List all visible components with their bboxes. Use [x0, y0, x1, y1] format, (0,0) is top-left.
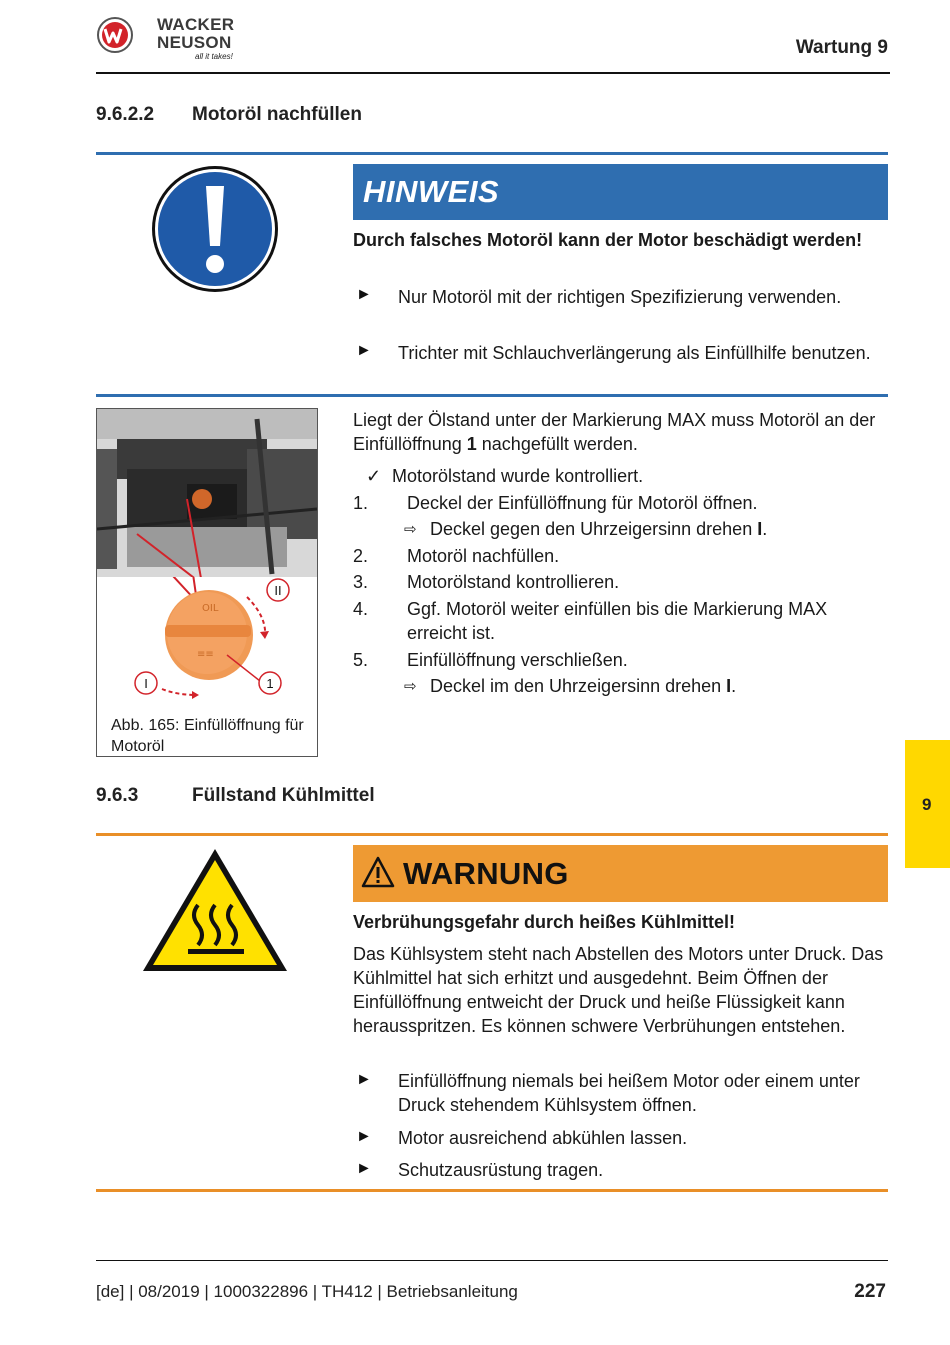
warning-banner	[353, 845, 888, 902]
step-text: Motorölstand kontrollieren.	[407, 572, 620, 592]
step-result-text: Deckel im den Uhrzeigersinn drehen	[430, 676, 727, 696]
notice-item-2: Trichter mit Schlauchverlängerung als Einfüllhilfe benutzen.	[398, 343, 871, 363]
warning-top-rule	[96, 833, 888, 836]
exclamation-mandatory-icon	[150, 164, 280, 294]
warning-body: Das Kühlsystem steht nach Abstellen des Motors unter Druck. Das Kühlmittel hat sich erhitzt und ausgedehnt. Beim Öffnen der Einfüllöffnung entweicht der Druck und heiße Flüssigkeit kann herausspritzen. Es können schwere Verbrühungen entstehen.	[353, 944, 884, 1036]
step-result-ref: I	[726, 676, 732, 696]
result-arrow-icon: ⇨	[404, 678, 417, 695]
check-icon: ✓	[366, 466, 382, 486]
cap-text-bottom: ≡≡	[197, 649, 214, 660]
chapter-tab	[905, 740, 950, 868]
section-number: 9.6.3	[96, 785, 139, 806]
step-result-text: Deckel gegen den Uhrzeigersinn drehen	[430, 519, 758, 539]
arrow-bullet-icon: ►	[356, 1128, 372, 1145]
notice-top-rule	[96, 152, 888, 155]
figure-caption: Abb. 165: Einfüllöffnung für Motoröl	[111, 717, 304, 755]
footer-divider	[96, 1260, 888, 1261]
step-text: Ggf. Motoröl weiter einfüllen bis die Markierung MAX erreicht ist.	[407, 599, 828, 643]
warning-triangle-icon	[361, 856, 395, 888]
warning-item-2: Motor ausreichend abkühlen lassen.	[398, 1128, 688, 1148]
figure-oil-filler	[96, 408, 318, 757]
notice-bottom-rule	[96, 394, 888, 397]
notice-headline: Durch falsches Motoröl kann der Motor beschädigt werden!	[353, 230, 863, 250]
chapter-tab-label: 9	[922, 795, 932, 814]
step-number: 5.	[353, 650, 369, 670]
callout-i: I	[144, 676, 148, 691]
footer-meta: [de] | 08/2019 | 1000322896 | TH412 | Betriebsanleitung	[96, 1282, 518, 1301]
hot-liquid-warning-icon	[140, 845, 290, 975]
engine-bay-photo	[97, 409, 317, 577]
oil-cap-detail-icon	[97, 577, 317, 707]
wacker-neuson-logo-icon	[97, 17, 133, 53]
procedure-intro-text-end: nachgefüllt werden.	[476, 434, 638, 454]
callout-1: 1	[266, 676, 274, 691]
warning-headline: Verbrühungsgefahr durch heißes Kühlmittel!	[353, 912, 736, 932]
notice-label: HINWEIS	[363, 174, 500, 209]
section-number: 9.6.2.2	[96, 104, 155, 125]
step-result	[430, 517, 890, 541]
procedure-intro-ref: 1	[466, 434, 477, 454]
arrow-bullet-icon: ►	[356, 1071, 372, 1088]
step-result	[430, 674, 890, 698]
notice-item-1: Nur Motoröl mit der richtigen Spezifizierung verwenden.	[398, 287, 842, 307]
step-number: 1.	[353, 493, 369, 513]
notice-banner	[353, 164, 888, 220]
warning-bottom-rule	[96, 1189, 888, 1192]
brand-logo	[97, 14, 257, 62]
warning-item-1: Einfüllöffnung niemals bei heißem Motor oder einem unter Druck stehendem Kühlsystem öffnen.	[398, 1071, 860, 1115]
warning-label: WARNUNG	[403, 856, 569, 891]
step-number: 4.	[353, 599, 369, 619]
arrow-bullet-icon: ►	[356, 1160, 372, 1177]
warning-item-3: Schutzausrüstung tragen.	[398, 1160, 604, 1180]
procedure-intro	[353, 408, 888, 456]
brand-line-1: WACKER	[157, 15, 235, 34]
brand-name	[157, 16, 234, 52]
step-result-ref: I	[757, 519, 763, 539]
step-result-end: .	[731, 676, 737, 696]
chapter-title: Wartung 9	[795, 37, 888, 58]
step-number: 3.	[353, 572, 369, 592]
step-text: Einfüllöffnung verschließen.	[407, 650, 628, 670]
step-text: Deckel der Einfüllöffnung für Motoröl öffnen.	[407, 493, 758, 513]
procedure-intro-text: Liegt der Ölstand unter der Markierung MAX muss Motoröl an der Einfüllöffnung	[353, 410, 876, 454]
result-arrow-icon: ⇨	[404, 521, 417, 538]
section-title: Motoröl nachfüllen	[192, 104, 362, 125]
precondition: Motorölstand wurde kontrolliert.	[392, 466, 644, 486]
arrow-bullet-icon: ►	[356, 342, 372, 359]
step-result-end: .	[762, 519, 768, 539]
brand-slogan: all it takes!	[195, 52, 233, 61]
header-divider	[96, 72, 890, 74]
callout-ii: II	[274, 583, 282, 598]
section-title: Füllstand Kühlmittel	[192, 785, 375, 806]
step-text: Motoröl nachfüllen.	[407, 546, 560, 566]
page-number: 227	[854, 1281, 886, 1302]
brand-line-2: NEUSON	[157, 33, 232, 52]
arrow-bullet-icon: ►	[356, 286, 372, 303]
step-number: 2.	[353, 546, 369, 566]
cap-text-top: OIL	[202, 603, 219, 614]
